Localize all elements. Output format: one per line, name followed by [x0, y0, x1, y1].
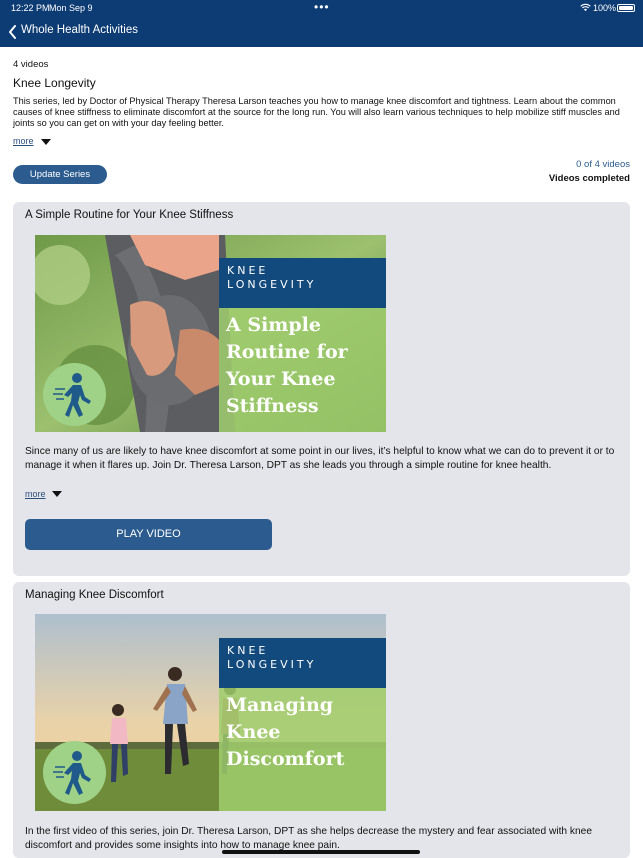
- status-bar: [0, 0, 643, 16]
- video-thumbnail[interactable]: [35, 235, 386, 432]
- battery-percentage: 100%: [593, 3, 617, 13]
- multitask-dots[interactable]: •••: [314, 0, 330, 14]
- video-thumbnail[interactable]: [35, 614, 386, 811]
- video-description: In the first video of this series, join Dr. Theresa Larson, DPT as she helps decrease the mystery and fear associated with knee discomfort and provides some insights into how to manage knee pain.: [25, 826, 593, 851]
- progress-count: 0 of 4 videos: [576, 159, 630, 170]
- thumbnail-brand: KNEE LONGEVITY: [219, 638, 386, 688]
- video-card: [13, 582, 630, 858]
- chevron-down-icon[interactable]: [52, 491, 62, 497]
- series-title: Knee Longevity: [13, 76, 96, 90]
- thumbnail-title: A Simple Routine for Your Knee Stiffness: [219, 308, 386, 432]
- video-count: 4 videos: [13, 59, 49, 70]
- play-video-button[interactable]: PLAY VIDEO: [25, 519, 272, 550]
- video-title: A Simple Routine for Your Knee Stiffness: [25, 209, 234, 221]
- wifi-icon: [580, 3, 591, 12]
- back-button[interactable]: [6, 23, 138, 41]
- video-more-link[interactable]: more: [25, 489, 46, 499]
- walking-person-icon: [43, 363, 106, 426]
- progress-label: Videos completed: [548, 173, 630, 184]
- video-title: Managing Knee Discomfort: [25, 589, 164, 601]
- thumbnail-brand: KNEE LONGEVITY: [219, 258, 386, 308]
- battery-icon: [617, 4, 635, 12]
- home-indicator[interactable]: [222, 850, 420, 854]
- chevron-left-icon: [8, 25, 17, 39]
- chevron-down-icon[interactable]: [41, 139, 51, 145]
- back-button-label: Whole Health Activities: [21, 24, 138, 36]
- status-date: Mon Sep 9: [49, 3, 93, 13]
- series-more-link[interactable]: more: [13, 136, 34, 146]
- series-description: This series, led by Doctor of Physical Therapy Theresa Larson teaches you how to manage knee discomfort and tightness. Learn about the common causes of knee stiffness to eliminate discomfort at the source for the long run. You will also learn various techniques to help mobilize stiff muscles and joints so you can get on with your day feeling better.: [13, 96, 620, 128]
- update-series-button[interactable]: Update Series: [13, 165, 107, 184]
- status-time: 12:22 PM: [11, 3, 50, 13]
- walking-person-icon: [43, 741, 106, 804]
- video-card: [13, 202, 630, 576]
- navigation-bar: [0, 16, 643, 47]
- thumbnail-title: Managing Knee Discomfort: [219, 688, 386, 811]
- video-description: Since many of us are likely to have knee discomfort at some point in our lives, it’s helpful to know what we can do to prevent it or to manage it when it flares up. Join Dr. Theresa Larson, DPT as she leads you through a simple routine for knee health.: [25, 446, 615, 471]
